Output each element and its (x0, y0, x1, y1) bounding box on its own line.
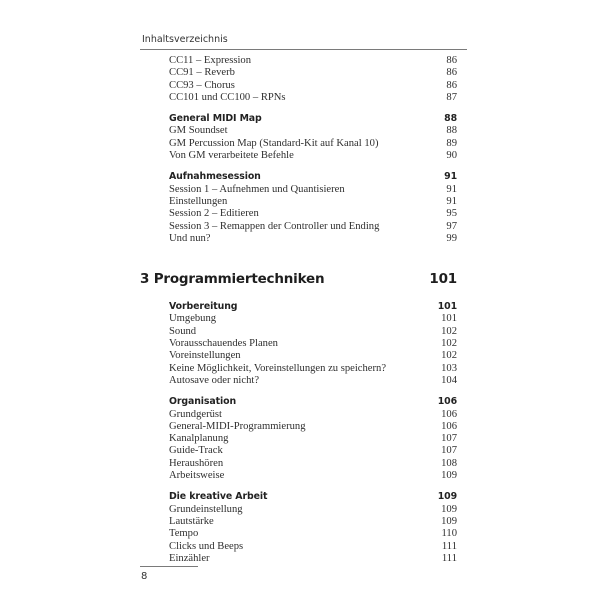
toc-section-heading (140, 301, 457, 313)
toc-entry-title: CC11 – Expression (169, 55, 252, 66)
chapter-page: 101 (429, 271, 457, 288)
toc-entry-title: Einzähler (169, 552, 210, 564)
toc-entry (140, 150, 457, 162)
toc-entry (140, 233, 457, 245)
toc-entry (140, 326, 457, 338)
toc-entry-page: 108 (441, 457, 457, 469)
toc-entry (140, 80, 457, 92)
toc-heading-page: 109 (437, 491, 457, 503)
toc-entry-title: Session 2 – Editieren (169, 208, 259, 220)
toc-entry-title: CC91 – Reverb (169, 67, 235, 79)
toc-entry-page: 106 (441, 420, 457, 432)
toc-entry-title: Umgebung (169, 313, 217, 325)
toc-entry-title: Keine Möglichkeit, Voreinstellungen zu speichern? (169, 362, 387, 374)
toc-entry-title: Vorausschauendes Planen (169, 338, 278, 350)
toc-entry (140, 55, 457, 67)
header-rule (140, 49, 467, 50)
toc-entry-title: Heraushören (169, 457, 224, 469)
toc-heading-title: General MIDI Map (169, 113, 262, 125)
toc-entry-title: CC93 – Chorus (169, 79, 235, 91)
toc-entry-page: 107 (441, 433, 457, 445)
toc-entry-title: GM Soundset (169, 125, 228, 137)
toc-entry-page: 109 (441, 470, 457, 482)
toc-entry-page: 102 (441, 350, 457, 362)
toc-entry (140, 338, 457, 350)
toc-entry (140, 375, 457, 387)
toc-entry (140, 208, 457, 220)
toc-entry-page: 91 (446, 183, 457, 195)
toc-entry-title: Grundeinstellung (169, 503, 243, 515)
toc-entry-title: Voreinstellungen (169, 350, 241, 362)
footer-rule (140, 566, 198, 567)
toc-entry-page: 104 (441, 374, 457, 386)
toc-entry-title: Und nun? (169, 232, 211, 244)
toc-entry-page: 90 (446, 150, 457, 162)
toc-entry-page: 102 (441, 325, 457, 337)
toc-entry-page: 86 (446, 67, 457, 79)
toc-heading-page: 91 (444, 171, 457, 183)
running-head: Inhaltsverzeichnis (142, 34, 228, 45)
toc-entry (140, 363, 457, 375)
toc-section-vorbereitung (140, 301, 457, 387)
toc-entry (140, 528, 457, 540)
toc-entry (140, 350, 457, 362)
toc-section-aufnahmesession (140, 171, 457, 245)
toc-entry-page: 111 (441, 552, 457, 564)
toc-entry (140, 92, 457, 104)
toc-entry (140, 67, 457, 79)
toc-entry-page: 95 (446, 208, 457, 220)
toc-entry-page: 99 (446, 232, 457, 244)
toc-entry (140, 445, 457, 457)
toc-heading-title: Die kreative Arbeit (169, 491, 268, 503)
toc-chapter-heading (140, 269, 457, 289)
toc-entry (140, 196, 457, 208)
toc-heading-page: 106 (437, 396, 457, 408)
toc-entry (140, 541, 457, 553)
toc-entry (140, 516, 457, 528)
toc-entry-page: 89 (446, 137, 457, 149)
toc-entry-title: Lautstärke (169, 515, 214, 527)
toc-entry-title: GM Percussion Map (Standard-Kit auf Kanal 10) (169, 137, 379, 149)
toc-heading-title: Aufnahmesession (169, 171, 261, 183)
toc-entry-title: Sound (169, 325, 197, 337)
toc-entry-title: Autosave oder nicht? (169, 374, 260, 386)
toc-heading-page: 88 (444, 113, 457, 125)
toc-entry (140, 138, 457, 150)
toc-section-organisation (140, 396, 457, 482)
page-number: 8 (141, 571, 148, 582)
toc-section-heading (140, 491, 457, 503)
table-of-contents (140, 55, 457, 565)
toc-entry-page: 107 (441, 445, 457, 457)
toc-entry-page: 110 (441, 528, 457, 540)
toc-entry-page: 106 (441, 408, 457, 420)
toc-entry-page: 87 (446, 91, 457, 103)
toc-entry-page: 109 (441, 503, 457, 515)
toc-entry (140, 458, 457, 470)
toc-entry (140, 470, 457, 482)
toc-entry (140, 221, 457, 233)
toc-heading-page: 101 (437, 301, 457, 313)
toc-entry-title: CC101 und CC100 – RPNs (169, 91, 286, 103)
toc-entry-page: 91 (446, 195, 457, 207)
toc-section-heading (140, 171, 457, 183)
toc-entry-title: Clicks und Beeps (169, 540, 244, 552)
toc-heading-title: Organisation (169, 396, 237, 408)
toc-entry-title: Kanalplanung (169, 433, 229, 445)
toc-entry-title: Arbeitsweise (169, 470, 225, 482)
toc-entry-title: Tempo (169, 528, 199, 540)
toc-entry (140, 421, 457, 433)
toc-heading-title: Vorbereitung (169, 301, 238, 313)
toc-section-heading (140, 396, 457, 408)
toc-entry-title: Session 3 – Remappen der Controller und Ending (169, 220, 380, 232)
toc-entry-page: 86 (446, 79, 457, 91)
toc-entry-page: 88 (446, 125, 457, 137)
chapter-title: 3 Programmiertechniken (140, 271, 325, 288)
toc-entry-page: 102 (441, 338, 457, 350)
toc-entry-title: General-MIDI-Programmierung (169, 420, 306, 432)
toc-entry-page: 109 (441, 515, 457, 527)
toc-entry-page: 97 (446, 220, 457, 232)
toc-section-gm-map (140, 113, 457, 162)
toc-entry (140, 125, 457, 137)
toc-entry (140, 504, 457, 516)
toc-section-controllers (140, 55, 457, 104)
toc-entry (140, 184, 457, 196)
toc-entry-page: 103 (441, 362, 457, 374)
toc-entry-page: 86 (446, 55, 457, 66)
toc-entry-title: Einstellungen (169, 195, 228, 207)
toc-entry (140, 409, 457, 421)
toc-section-heading (140, 113, 457, 125)
toc-entry-title: Von GM verarbeitete Befehle (169, 150, 294, 162)
toc-entry-title: Session 1 – Aufnehmen und Quantisieren (169, 183, 345, 195)
toc-entry (140, 433, 457, 445)
toc-entry (140, 553, 457, 565)
toc-entry-title: Grundgerüst (169, 408, 222, 420)
toc-entry-page: 101 (441, 313, 457, 325)
toc-entry (140, 313, 457, 325)
toc-section-kreative-arbeit (140, 491, 457, 565)
toc-entry-title: Guide-Track (169, 445, 223, 457)
toc-entry-page: 111 (441, 540, 457, 552)
